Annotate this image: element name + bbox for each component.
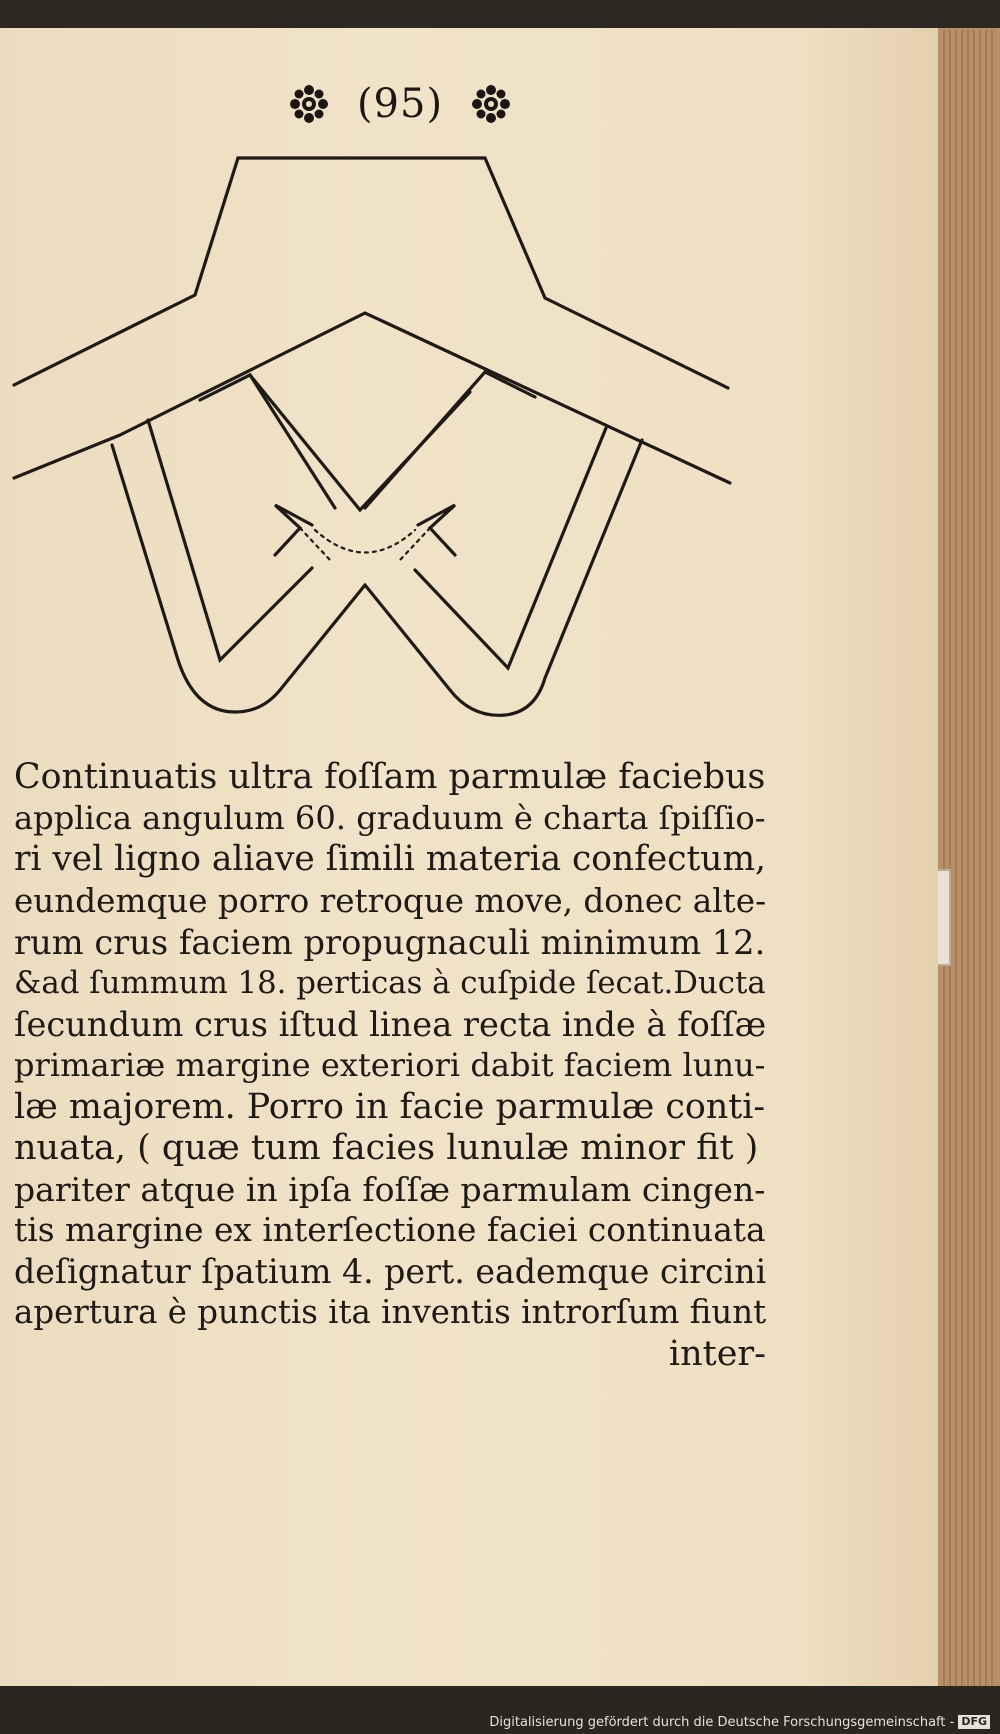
text-line: ſecundum crus iſtud linea recta inde à foſſæ [14, 1005, 766, 1045]
text-line: rum crus faciem propugnaculi minimum 12. [14, 922, 766, 962]
page-header [280, 74, 520, 134]
right-arm-outer [365, 440, 642, 715]
text-line: eundemque porro retroque move, donec alte- [14, 881, 766, 920]
rosette-ornament-icon [289, 84, 329, 124]
digitization-credit [489, 1712, 990, 1732]
upper-right-diagonal [365, 372, 535, 508]
left-notch [275, 505, 312, 555]
text-line: nuata, ( quæ tum facies lunulæ minor fit ) [14, 1127, 759, 1168]
inner-upper-left [250, 375, 470, 510]
text-line: deſignatur ſpatium 4. pert. eademque circini [14, 1252, 766, 1292]
right-notch [418, 505, 455, 555]
rosette-ornament-icon [471, 84, 511, 124]
dotted-arc [315, 530, 415, 553]
text-line: ri vel ligno aliave ſimili materia confectum, [14, 839, 766, 880]
page-number: (95) [356, 81, 444, 127]
text-line: primariæ margine exteriori dabit faciem lunu- [14, 1046, 766, 1085]
catchword: inter- [668, 1333, 766, 1374]
dfg-logo: DFG [958, 1715, 990, 1729]
text-line: Continuatis ultra foſſam parmulæ faciebus [14, 757, 766, 797]
fortification-lunette-diagram-icon [0, 140, 760, 740]
body-text [14, 757, 766, 1375]
text-line: &ad ſummum 18. perticas à cuſpide ſecat.Ducta [14, 964, 766, 1001]
text-line: apertura è punctis ita inventis introrſum fiunt [14, 1293, 766, 1332]
bastion-outline [14, 158, 728, 388]
text-line: pariter atque in ipſa foſſæ parmulam cingen- [14, 1169, 766, 1209]
text-line: applica angulum 60. graduum è charta ſpiſſio- [14, 799, 766, 838]
outer-line [14, 313, 730, 483]
dotted-right [400, 528, 430, 560]
right-arm-inner [415, 428, 606, 668]
text-line: tis margine ex interſectione faciei continuata [14, 1211, 766, 1250]
text-line: læ majorem. Porro in facie parmulæ conti- [14, 1086, 766, 1127]
credit-text: Digitalisierung gefördert durch die Deutsche Forschungsgemeinschaft - [489, 1714, 955, 1730]
left-arm-outer [112, 445, 365, 712]
dotted-left [300, 528, 330, 560]
